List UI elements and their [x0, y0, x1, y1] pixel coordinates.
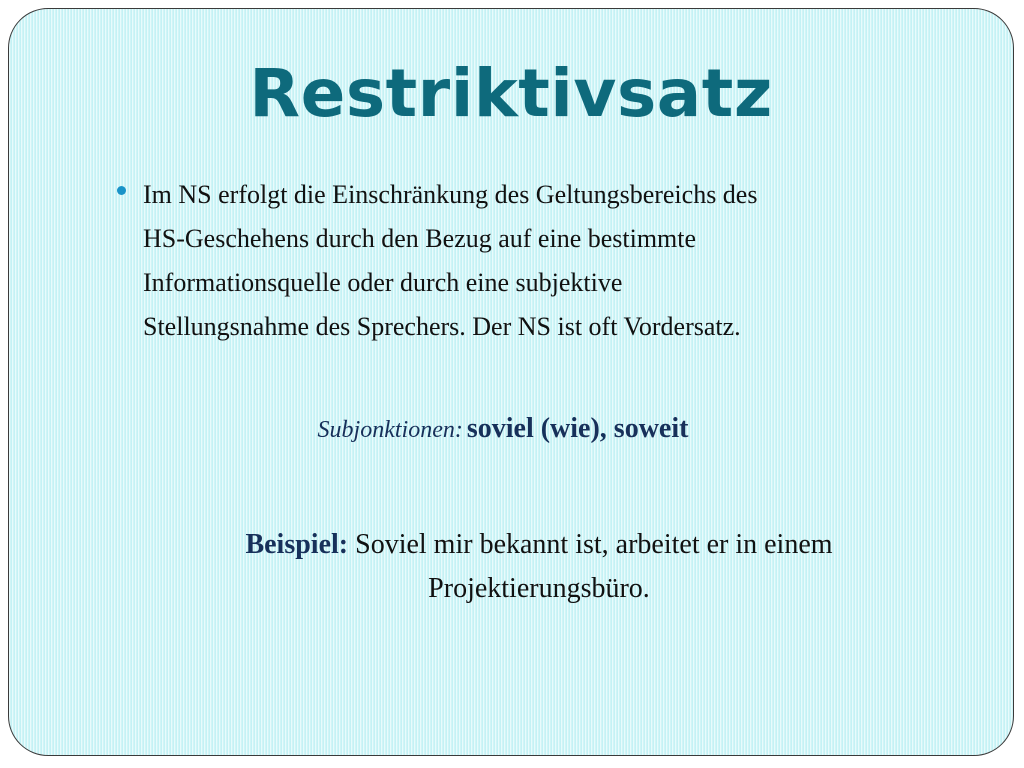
subjunctions-line — [9, 413, 1013, 445]
subjunctions-label: Subjonktionen: — [317, 417, 463, 443]
bullet-line-4: Stellungsnahme des Sprechers. Der NS ist oft Vordersatz. — [143, 312, 741, 341]
bullet-line-3: Informationsquelle oder durch eine subjektive — [143, 268, 623, 297]
bullet-line-1: Im NS erfolgt die Einschränkung des Geltungsbereichs des — [143, 180, 758, 209]
example-line-1 — [169, 523, 909, 567]
example-block — [169, 523, 909, 611]
slide — [8, 8, 1014, 756]
example-text-line1: Soviel mir bekannt ist, arbeitet er in einem — [355, 529, 833, 560]
bullet-line-2: HS-Geschehens durch den Bezug auf eine bestimmte — [143, 224, 697, 253]
bullet-text — [143, 173, 757, 349]
bullet-dot-icon — [117, 186, 126, 195]
example-text-line2: Projektierungsbüro. — [428, 573, 650, 604]
bullet-item — [117, 173, 937, 349]
subjunctions-values: soviel (wie), soweit — [466, 413, 689, 444]
slide-title: Restriktivsatz — [249, 55, 773, 132]
example-label: Beispiel: — [245, 529, 349, 560]
